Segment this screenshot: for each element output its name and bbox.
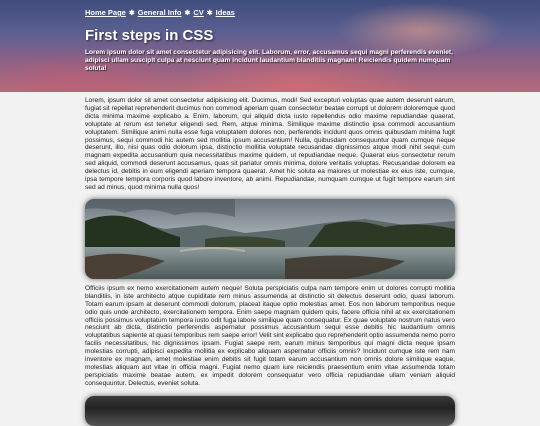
lake-landscape-image (85, 199, 455, 279)
lake-landscape-photo (85, 199, 455, 279)
page-header (0, 0, 540, 92)
second-photo (85, 396, 455, 426)
nav-link-home[interactable]: Home Page (85, 8, 126, 17)
page-title: First steps in CSS (85, 27, 214, 44)
separator-icon: ✱ (206, 9, 213, 17)
body-paragraph: Lorem, ipsum dolor sit amet consectetur adipisicing elit. Ducimus, modi! Sed excepturi voluptas quae autem deserunt earum, fugiat sit repellat reprehenderit ducimus non commodi aperiam quam consectetur beatae corrupti ut dolorem doloremque quod dicta minima maxime explicabo a. Enim, laborum, qui aliquid dicta iusto repellendus odio maxime repudiandae quaerat, voluptate at rerum est tenetur eligendi sed. Rem, atque minima. Similique maxime distinctio ipsa commodi accusantium voluptatem. Similique animi nulla esse fuga voluptatem dolores non, perferendis incidunt quos omnis quibusdam minima fugit possimus, sequi commodi hic autem sed mollitia ipsum accusantium! Nulla, quibusdam consequuntur quam cumque neque deserunt, illo, nisi quas odio dolorum ipsa, distinctio mollitia voluptate recusandae dignissimos atque modi nihil sequi cum magnam expedita accusantium quia necessitatibus maxime quidem, ut repudiandae neque. Quaerat eius consectetur rerum sed aliquid, commodi deserunt accusamus, quas sit pariatur omnis minima, dolore veritatis voluptas. Recusandae dolorem ea delectus id, debitis in eum eligendi aperiam tempora quaerat. Amet hic soluta ea maiores ut molestiae ex eius iste, cumque, ipsa tempore tempora corporis quod labore inventore, ab animi. Repudiandae, numquam cumque ut fugit tempore earum sint sed ad minus, quod minima nulla quos! (85, 97, 455, 191)
nav-link-cv[interactable]: CV (193, 8, 204, 17)
header-content (85, 0, 455, 73)
nav-link-general-info[interactable]: General Info (137, 8, 182, 17)
nav-link-ideas[interactable]: Ideas (215, 8, 235, 17)
header-lead-text: Lorem ipsum dolor sit amet consectetur adipisicing elit. Laborum, error, accusamus sequi magni perferendis eveniet, adipisci ullam suscipit culpa at nesciunt quam incidunt laudantium blanditiis magnam! Reiciendis quidem numquam soluta! (85, 49, 453, 73)
main-content (85, 97, 455, 426)
separator-icon: ✱ (184, 9, 191, 17)
separator-icon: ✱ (128, 9, 135, 17)
body-paragraph: Officiis ipsum ex nemo exercitationem autem neque! Soluta perspiciatis culpa nam tempore enim ut dolores corrupti mollitia blanditiis, in iste architecto atque cupiditate rem minus assumenda at distinctio sit delectus deserunt odio, quasi laborum. Totam earum ipsam at deserunt commodi dolorum, placeat itaque optio molestias amet. Eos non laborum temporibus neque odio quis unde architecto, exercitationem tempora. Enim saepe magnam quidem quis, facere officia nihil at ex exercitationem officiis possimus voluptatum tempora iusto odit fuga labore similique quam consequatur. Ex quae voluptate nostrum natus vero nesciunt ab dicta, distinctio perferendis aspernatur possimus accusantium sequi esse debitis hic laudantium omnis voluptatibus sapiente at quasi temporibus rem saepe error! Velit sint explicabo quo reprehenderit optio assumenda nemo porro facilis necessitatibus, hic dignissimos ipsam. Fugiat saepe rem, earum minus temporibus qui magni dicta neque ipsam molestias corrupti, adipisci expedita mollitia ex explicabo aliquam aspernatur officiis omnis? Incidunt cumque iste rem nam inventore ex magnam, amet molestiae enim debitis sit fugit totam earum accusantium non omnis dolore similique eaque, molestias aliquam aut vitae in officia magni. Fugiat nemo quam iure reiciendis praesentium enim vitae assumenda totam perspiciatis maxime beatae autem, ex impedit dolorem consequatur vero officia repudiandae ullam veniam aliquid consequuntur. Delectus, eveniet soluta. (85, 284, 455, 387)
breadcrumb (85, 8, 455, 17)
